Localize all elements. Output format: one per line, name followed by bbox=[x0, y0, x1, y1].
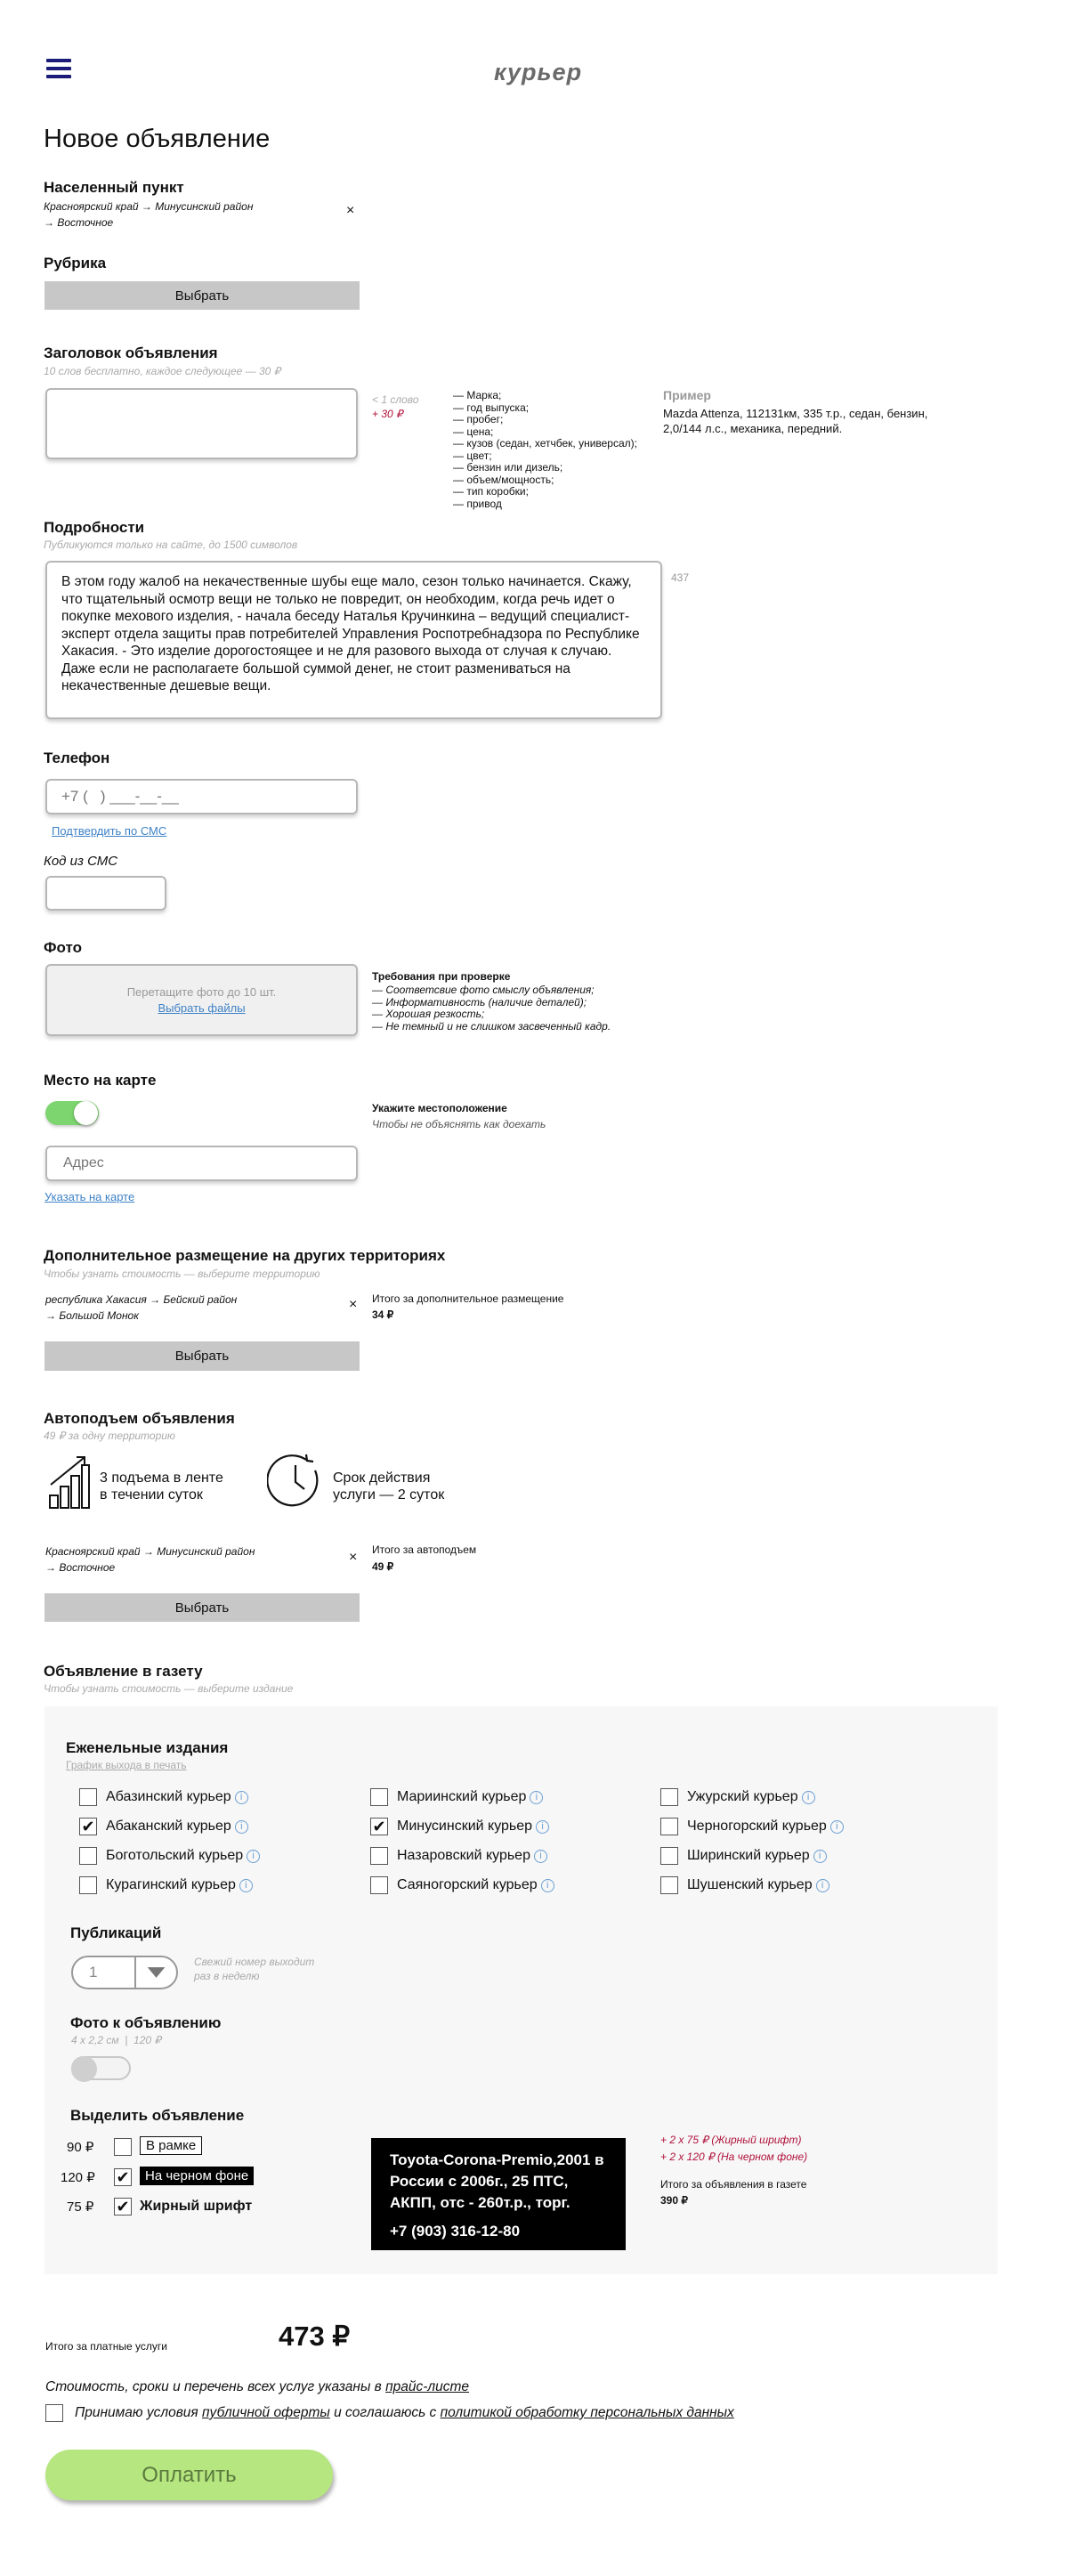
autolift-feature1 bbox=[100, 1470, 223, 1503]
edition-item[interactable] bbox=[370, 1788, 543, 1806]
edition-checkbox[interactable] bbox=[660, 1788, 678, 1806]
info-icon[interactable]: i bbox=[235, 1820, 248, 1834]
edition-item[interactable] bbox=[370, 1876, 554, 1894]
black-bg-checkbox[interactable]: ✔ bbox=[114, 2168, 132, 2186]
headline-title: Заголовок объявления bbox=[44, 344, 218, 361]
toggle-knob bbox=[74, 1101, 98, 1125]
location-title: Населенный пункт bbox=[44, 179, 184, 196]
edition-checkbox[interactable] bbox=[370, 1788, 388, 1806]
highlight-price: 120 ₽ bbox=[61, 2170, 95, 2185]
details-title: Подробности bbox=[44, 519, 145, 536]
newspaper-hint: Чтобы узнать стоимость — выберите издание bbox=[44, 1682, 294, 1695]
photo-size: 4 х 2,2 см bbox=[71, 2034, 119, 2046]
photo-to-ad-toggle[interactable] bbox=[71, 2056, 131, 2080]
details-hint: Публикуются только на сайте, до 1500 символов bbox=[44, 539, 298, 551]
publications-hint bbox=[194, 1955, 314, 1983]
tip-item: — тип коробки; bbox=[453, 485, 529, 498]
requirement-item: — Информативность (наличие деталей); bbox=[372, 995, 587, 1009]
weekly-title: Еженельные издания bbox=[66, 1739, 229, 1756]
details-textarea[interactable]: В этом году жалоб на некачественные шубы еще мало, сезон только начинается. Скажу, что тщательный осмотр вещи не только не повредит, он необходим, когда речь идет о покупке мехового изделия, - начала беседу Наталья Кручинкина – ведущий специалист-эксперт отдела защиты прав потребителей Управления Роспотребнадзора по Республике Хакасия. - Это изделие дорогостоящее и не для разового выхода от случая к случаю. Даже если не располагаете большой суммой денег, не стоит размениваться на некачественные дешевые вещи. bbox=[45, 561, 662, 719]
tip-item: — привод bbox=[453, 497, 502, 510]
hint-line: Свежий номер выходит bbox=[194, 1956, 315, 1968]
photo-dropzone[interactable] bbox=[45, 964, 358, 1036]
edition-checkbox[interactable] bbox=[79, 1876, 97, 1894]
extra-total-label: Итого за дополнительное размещение bbox=[372, 1292, 564, 1305]
edition-checkbox[interactable] bbox=[79, 1847, 97, 1865]
schedule-link[interactable]: График выхода в печать bbox=[66, 1759, 187, 1771]
edition-checkbox[interactable] bbox=[370, 1876, 388, 1894]
extra-select-button[interactable]: Выбрать bbox=[44, 1341, 360, 1371]
agree-text bbox=[75, 2405, 734, 2421]
info-icon[interactable]: i bbox=[235, 1791, 248, 1804]
ad-preview-text: Toyota-Corona-Premio,2001 в России с 2006г., 25 ПТС, АКПП, отс - 260т.р., торг. bbox=[390, 2151, 604, 2211]
photo-price: 120 ₽ bbox=[134, 2034, 162, 2046]
feature1-line: 3 подъема в ленте bbox=[100, 1470, 223, 1486]
edition-item[interactable] bbox=[79, 1876, 253, 1894]
highlight-title: Выделить объявление bbox=[70, 2107, 245, 2124]
frame-checkbox[interactable] bbox=[114, 2138, 132, 2156]
autolift-line1: Красноярский край → Минусинский район bbox=[45, 1545, 255, 1558]
ad-preview-phone: +7 (903) 316-12-80 bbox=[390, 2223, 521, 2240]
edition-name: Саяногорский курьер bbox=[397, 1877, 538, 1892]
tip-item: — цвет; bbox=[453, 449, 492, 462]
map-hint-sub: Чтобы не объяснять как доехать bbox=[372, 1118, 546, 1130]
chevron-down-icon bbox=[136, 1956, 176, 1989]
info-icon[interactable]: i bbox=[530, 1791, 543, 1804]
black-bg-option-label: На черном фоне bbox=[140, 2167, 254, 2185]
tip-item: — бензин или дизель; bbox=[453, 461, 563, 474]
edition-item[interactable] bbox=[660, 1788, 815, 1806]
extra-total: 34 ₽ bbox=[372, 1308, 394, 1321]
tip-item: — год выпуска; bbox=[453, 401, 530, 414]
info-icon[interactable]: i bbox=[239, 1879, 253, 1892]
bar-growth-icon bbox=[48, 1454, 91, 1510]
location-line2: → Восточное bbox=[44, 216, 114, 229]
example-text: Mazda Attenza, 112131км, 335 т.р., седан, бензин, 2,0/144 л.с., механика, передний. bbox=[663, 407, 928, 435]
publications-select[interactable] bbox=[71, 1956, 178, 1989]
requirement-item: — Не темный и не слишком засвеченный кадр. bbox=[372, 1019, 611, 1033]
newspaper-title: Объявление в газету bbox=[44, 1663, 203, 1680]
autolift-feature2 bbox=[333, 1470, 444, 1503]
publications-value: 1 bbox=[89, 1964, 98, 1981]
edition-name: Назаровский курьер bbox=[397, 1848, 530, 1863]
autolift-total: 49 ₽ bbox=[372, 1560, 394, 1573]
photo-requirements bbox=[372, 984, 611, 1033]
bold-font-option-label: Жирный шрифт bbox=[140, 2199, 253, 2214]
headline-hint: 10 слов бесплатно, каждое следующее — 30 ₽ bbox=[44, 365, 281, 377]
tip-item: — кузов (седан, хетчбек, универсал); bbox=[453, 437, 637, 450]
agree-text-part: и соглашаюсь с bbox=[334, 2405, 437, 2420]
agree-text-part: Принимаю условия bbox=[75, 2405, 198, 2420]
feature1-line: в течении суток bbox=[100, 1487, 203, 1503]
agree-checkbox[interactable] bbox=[45, 2404, 63, 2422]
edition-name: Черногорский курьер bbox=[687, 1819, 827, 1834]
phone-title: Телефон bbox=[44, 749, 110, 766]
edition-item[interactable] bbox=[79, 1818, 248, 1835]
pay-button[interactable]: Оплатить bbox=[45, 2450, 333, 2500]
tip-item: — объем/мощность; bbox=[453, 473, 554, 486]
publications-title: Публикаций bbox=[70, 1924, 162, 1941]
remove-autolift-icon[interactable]: × bbox=[349, 1550, 358, 1565]
extra-placement-hint: Чтобы узнать стоимость — выберите территорию bbox=[44, 1268, 320, 1280]
info-icon[interactable]: i bbox=[534, 1850, 547, 1863]
autolift-total-label: Итого за автоподъем bbox=[372, 1543, 477, 1556]
pricelist-link[interactable]: прайс-листе bbox=[385, 2379, 470, 2394]
edition-item[interactable] bbox=[660, 1876, 829, 1894]
paid-total-label: Итого за платные услуги bbox=[45, 2340, 167, 2353]
info-icon[interactable]: i bbox=[813, 1850, 827, 1863]
location-toggle[interactable] bbox=[45, 1101, 99, 1125]
extra-line1: республика Хакасия → Бейский район bbox=[45, 1293, 238, 1306]
tip-item: — Марка; bbox=[453, 389, 502, 401]
bold-font-checkbox[interactable]: ✔ bbox=[114, 2198, 132, 2216]
details-char-counter: 437 bbox=[671, 571, 690, 584]
headline-extra-price: + 30 ₽ bbox=[372, 408, 403, 420]
info-icon[interactable]: i bbox=[802, 1791, 815, 1804]
photo-drop-text: Перетащите фото до 10 шт. bbox=[126, 985, 277, 999]
tip-item: — пробег; bbox=[453, 413, 504, 425]
requirement-item: — Хорошая резкость; bbox=[372, 1008, 485, 1020]
toggle-knob bbox=[71, 2056, 97, 2082]
remove-extra-icon[interactable]: × bbox=[349, 1297, 358, 1312]
extra-black-price: + 2 х 120 ₽ (На черном фоне) bbox=[660, 2151, 808, 2163]
phone-input-field[interactable] bbox=[47, 781, 356, 813]
show-on-map-link[interactable]: Указать на карте bbox=[44, 1190, 135, 1203]
newspaper-total: 390 ₽ bbox=[660, 2194, 688, 2207]
page-title: Новое объявление bbox=[44, 125, 271, 153]
map-title: Место на карте bbox=[44, 1072, 157, 1089]
info-icon[interactable]: i bbox=[541, 1879, 554, 1892]
headline-tips bbox=[453, 390, 637, 510]
autolift-line2: → Восточное bbox=[45, 1561, 116, 1574]
hamburger-icon[interactable] bbox=[46, 59, 71, 78]
sms-code-label: Код из СМС bbox=[44, 854, 118, 869]
feature2-line: Срок действия bbox=[333, 1470, 431, 1486]
edition-item[interactable] bbox=[660, 1818, 844, 1835]
remove-location-icon[interactable]: × bbox=[346, 203, 355, 218]
highlight-price: 75 ₽ bbox=[67, 2199, 94, 2215]
tip-item: — цена; bbox=[453, 425, 494, 438]
edition-name: Курагинский курьер bbox=[106, 1877, 236, 1892]
edition-item[interactable] bbox=[79, 1847, 260, 1865]
edition-name: Шушенский курьер bbox=[687, 1877, 813, 1892]
edition-checkbox[interactable]: ✔ bbox=[79, 1818, 97, 1835]
edition-checkbox[interactable] bbox=[370, 1847, 388, 1865]
edition-item[interactable] bbox=[660, 1847, 827, 1865]
highlight-price: 90 ₽ bbox=[67, 2140, 94, 2155]
ad-preview bbox=[371, 2138, 626, 2250]
extra-placement-title: Дополнительное размещение на других территориях bbox=[44, 1247, 446, 1264]
example-label: Пример bbox=[663, 388, 711, 402]
autolift-title: Автоподъем объявления bbox=[44, 1410, 235, 1427]
edition-name: Мариинский курьер bbox=[397, 1789, 527, 1804]
edition-checkbox[interactable] bbox=[660, 1847, 678, 1865]
location-line1: Красноярский край → Минусинский район bbox=[44, 200, 254, 213]
confirm-sms-link[interactable]: Подтвердить по СМС bbox=[52, 824, 167, 838]
requirement-item: — Соответсвие фото смыслу объявления; bbox=[372, 984, 595, 996]
edition-item[interactable] bbox=[370, 1818, 549, 1835]
edition-item[interactable] bbox=[79, 1788, 248, 1806]
address-input-field[interactable] bbox=[47, 1147, 356, 1179]
map-hint-title: Укажите местоположение bbox=[372, 1102, 507, 1114]
edition-checkbox[interactable] bbox=[660, 1818, 678, 1835]
logo[interactable]: курьер bbox=[494, 59, 583, 85]
clock-refresh-icon bbox=[267, 1453, 324, 1510]
edition-item[interactable] bbox=[370, 1847, 547, 1865]
edition-checkbox[interactable]: ✔ bbox=[370, 1818, 388, 1835]
extra-line2: → Большой Монок bbox=[45, 1309, 139, 1322]
photo-title: Фото bbox=[44, 939, 82, 956]
edition-checkbox[interactable] bbox=[660, 1876, 678, 1894]
edition-name: Абазинский курьер bbox=[106, 1789, 231, 1804]
privacy-policy-link[interactable]: политикой обработку персональных данных bbox=[440, 2405, 734, 2420]
info-icon[interactable]: i bbox=[830, 1820, 844, 1834]
autolift-select-button[interactable]: Выбрать bbox=[44, 1593, 360, 1622]
hint-line: раз в неделю bbox=[194, 1970, 260, 1982]
edition-name: Ужурский курьер bbox=[687, 1789, 798, 1804]
sms-code-input[interactable] bbox=[45, 876, 166, 911]
paid-total: 473 ₽ bbox=[279, 2321, 351, 2352]
autolift-hint: 49 ₽ за одну территорию bbox=[44, 1430, 175, 1442]
feature2-line: услуги — 2 суток bbox=[333, 1487, 445, 1503]
edition-name: Ширинский курьер bbox=[687, 1848, 810, 1863]
extra-bold-price: + 2 х 75 ₽ (Жирный шрифт) bbox=[660, 2134, 802, 2146]
newspaper-total-label: Итого за объявления в газете bbox=[660, 2178, 807, 2191]
choose-files-link[interactable]: Выбрать файлы bbox=[158, 1001, 246, 1015]
rubric-select-button[interactable]: Выбрать bbox=[44, 281, 360, 310]
rubric-title: Рубрика bbox=[44, 255, 107, 271]
photo-to-ad-title: Фото к объявлению bbox=[70, 2014, 222, 2031]
offer-link[interactable]: публичной оферты bbox=[202, 2405, 330, 2420]
photo-to-ad-hint: 4 х 2,2 см | 120 ₽ bbox=[71, 2034, 162, 2046]
pricelist-note bbox=[45, 2379, 469, 2395]
frame-option-label: В рамке bbox=[140, 2136, 202, 2155]
pricelist-text: Стоимость, сроки и перечень всех услуг указаны в bbox=[45, 2379, 382, 2394]
edition-checkbox[interactable] bbox=[79, 1788, 97, 1806]
headline-word-counter: < 1 слово bbox=[372, 393, 419, 406]
phone-input[interactable] bbox=[45, 779, 358, 814]
info-icon[interactable]: i bbox=[536, 1820, 549, 1834]
address-input[interactable] bbox=[45, 1146, 358, 1181]
headline-input[interactable] bbox=[45, 388, 358, 459]
info-icon[interactable]: i bbox=[816, 1879, 829, 1892]
info-icon[interactable]: i bbox=[247, 1850, 260, 1863]
photo-requirements-title: Требования при проверке bbox=[372, 970, 511, 983]
edition-name: Минусинский курьер bbox=[397, 1819, 533, 1834]
edition-name: Абаканский курьер bbox=[106, 1819, 231, 1834]
edition-name: Боготольский курьер bbox=[106, 1848, 244, 1863]
